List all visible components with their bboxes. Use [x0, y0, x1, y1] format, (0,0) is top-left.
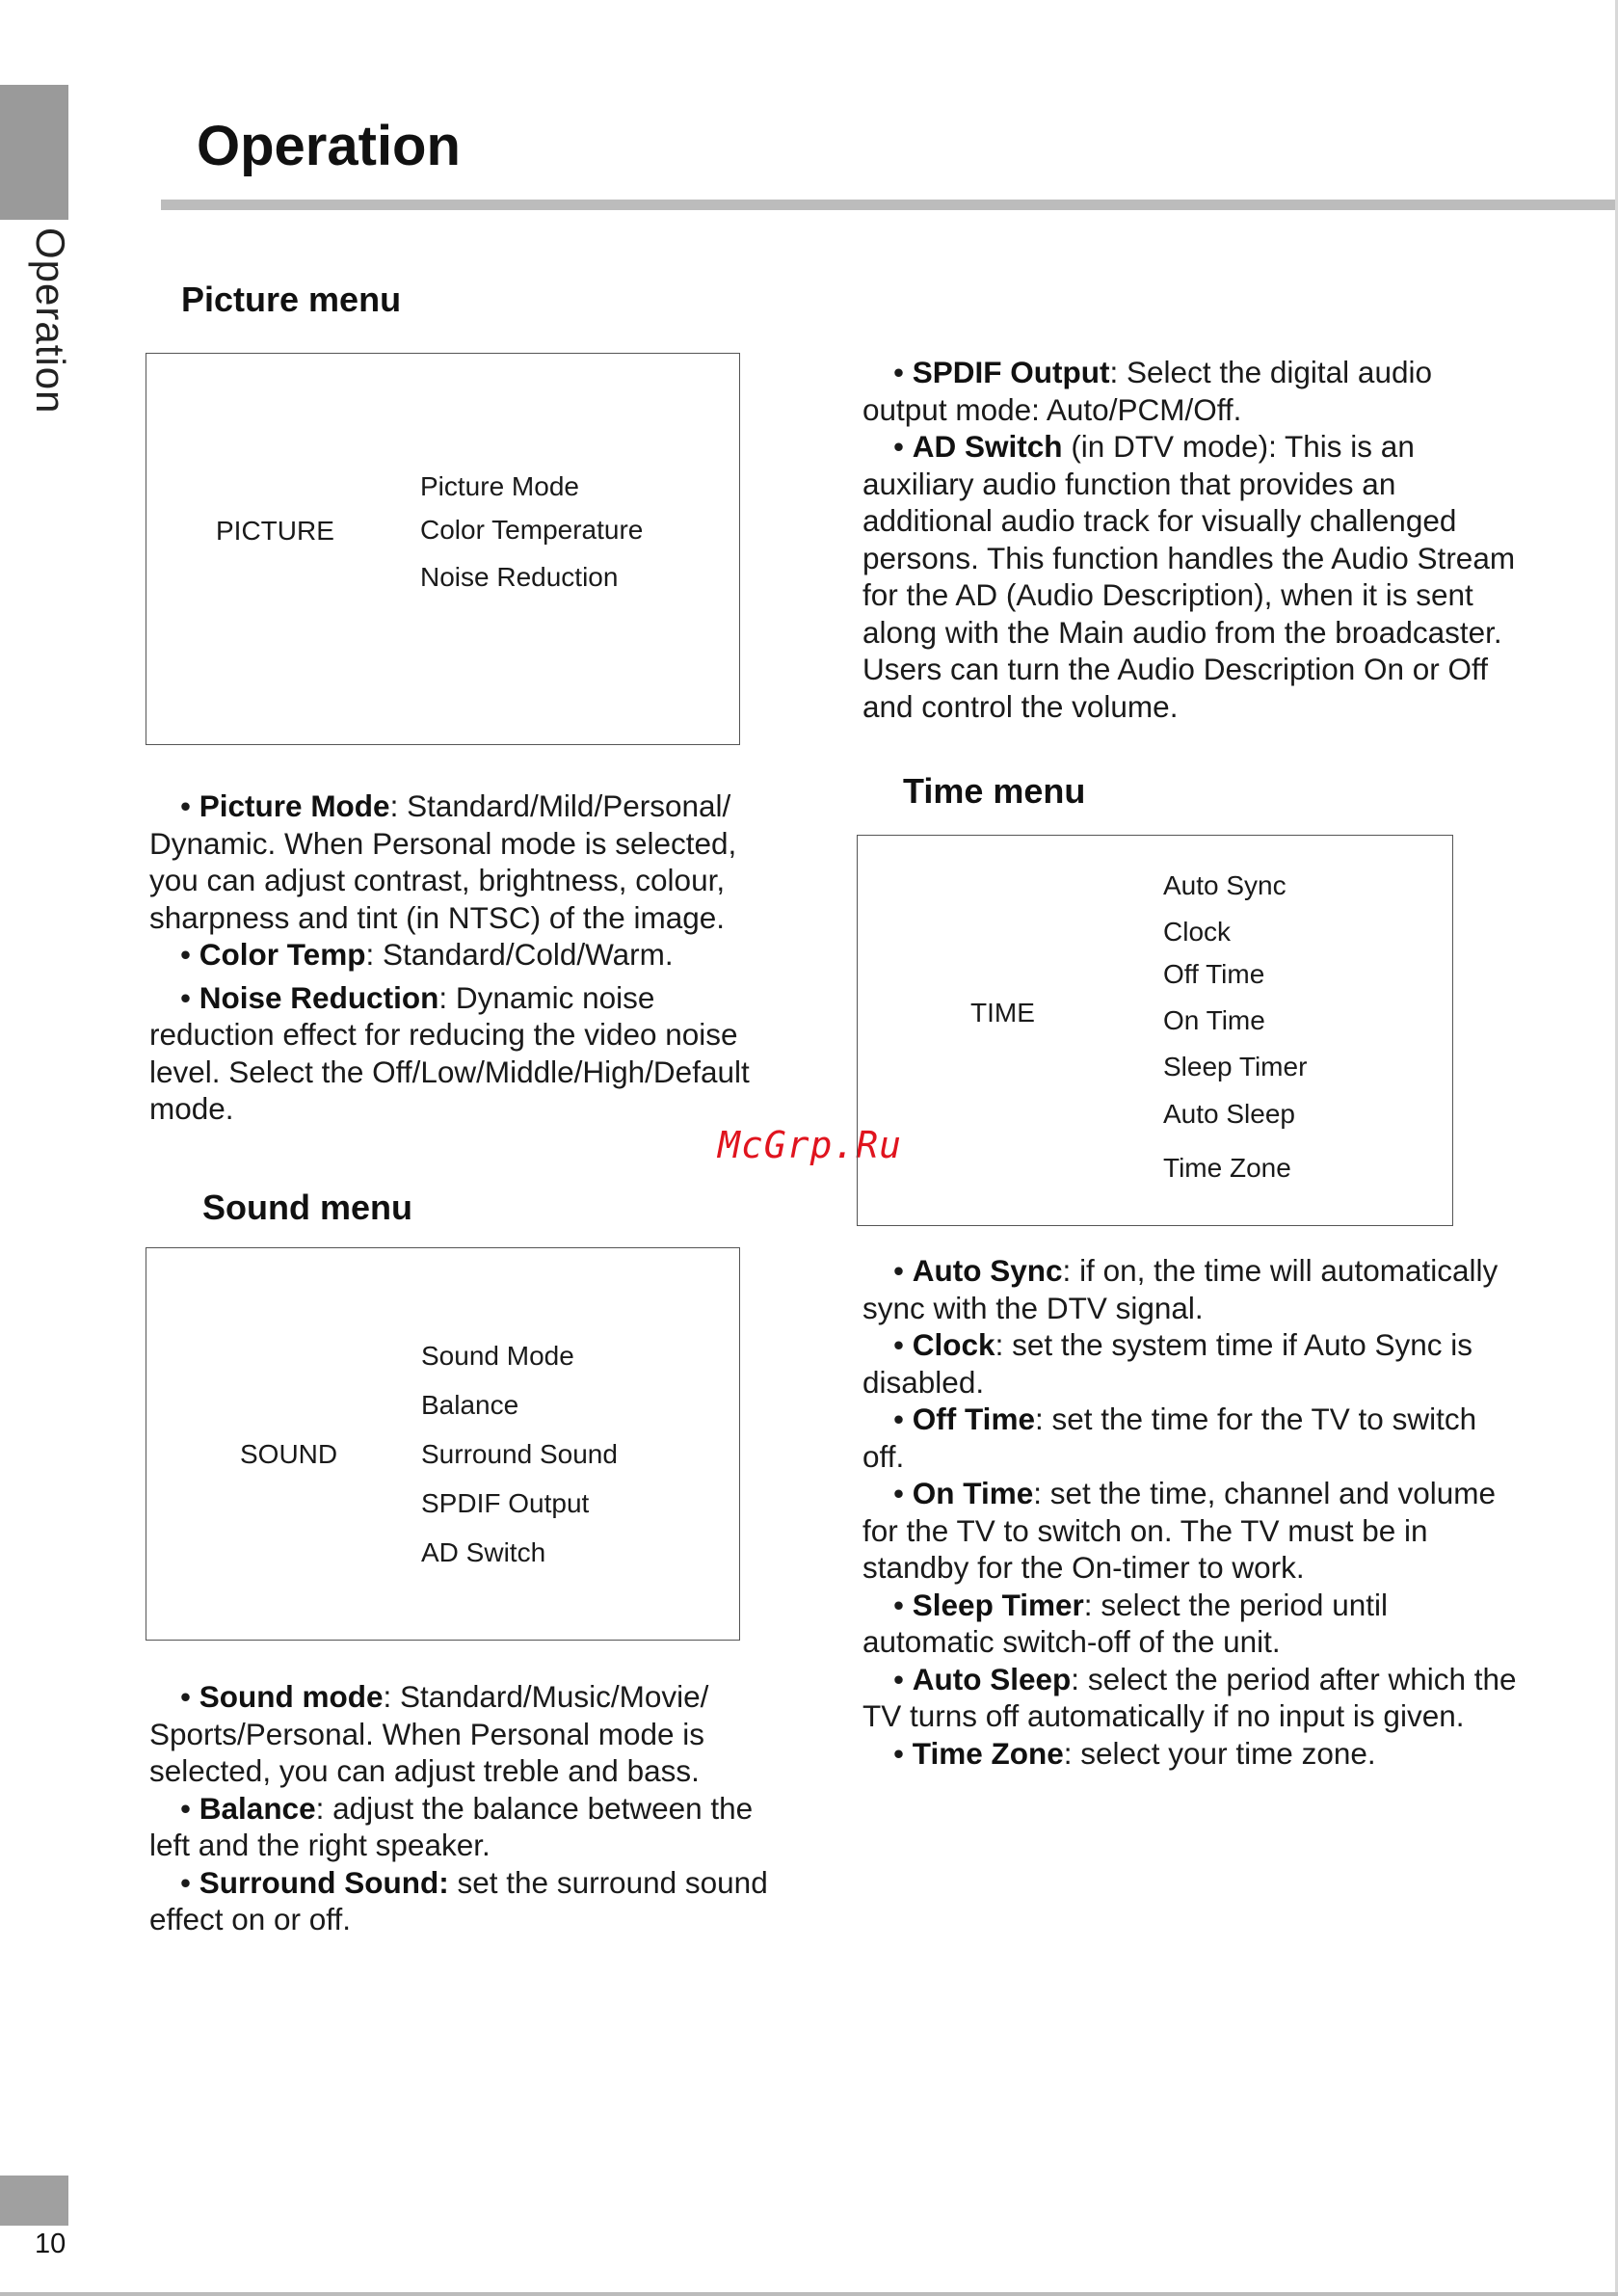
description-text: Standard/Mild/Personal/ Dynamic. When Personal mode is selected, you can adjust contrast, brightness, colour, sharpness and tint (in NTSC) of the image. [149, 788, 737, 935]
page-number: 10 [35, 2229, 66, 2259]
picture-menu-item: Color Temperature [420, 515, 644, 545]
time-menu-item: Off Time [1163, 959, 1265, 989]
description-item: • Auto Sleep: select the period after which the TV turns off automatically if no input is given. [862, 1661, 1517, 1733]
watermark: McGrp.Ru [718, 1124, 903, 1166]
description-text: Standard/Cold/Warm. [382, 937, 674, 972]
description-item: • Sleep Timer: select the period until automatic switch-off of the unit. [862, 1587, 1388, 1659]
time-menu-description [862, 1252, 1518, 1772]
description-text: (in DTV mode): This is an auxiliary audio function that provides an additional audio track for visually challenged persons. This function handles the Audio Stream for the AD (Audio Description), when it is sent along with the Main audio from the broadcaster. Users can turn the Audio Description On or Off and control the volume. [862, 429, 1516, 724]
time-menu-item: Auto Sync [1163, 870, 1286, 900]
sound-menu-item: AD Switch [421, 1537, 546, 1567]
description-text: set the time, channel and volume for the TV to switch on. The TV must be in standby for the On-timer to work. [862, 1476, 1497, 1585]
description-item: • On Time: set the time, channel and volume for the TV to switch on. The TV must be in standby for the On-timer to work. [862, 1476, 1497, 1585]
description-term: Sleep Timer [912, 1587, 1084, 1622]
description-text: set the system time if Auto Sync is disabled. [862, 1327, 1473, 1400]
description-term: Off Time [912, 1402, 1035, 1436]
description-text: set the surround sound effect on or off. [149, 1864, 768, 1936]
description-item: • Color Temp: Standard/Cold/Warm. [180, 937, 674, 972]
picture-menu-item: Noise Reduction [420, 562, 619, 592]
sound-menu-description-continued [862, 354, 1518, 725]
time-menu-item: Sleep Timer [1163, 1052, 1308, 1081]
time-menu-root: TIME [970, 998, 1035, 1028]
picture-menu-item: Picture Mode [420, 471, 579, 501]
description-term: Auto Sync [912, 1253, 1063, 1288]
description-term: Clock [912, 1327, 995, 1362]
description-term: Time Zone [912, 1735, 1064, 1771]
description-item: • SPDIF Output: Select the digital audio output mode: Auto/PCM/Off. [862, 355, 1432, 427]
sound-menu-heading: Sound menu [202, 1188, 412, 1227]
side-tab [0, 85, 68, 220]
time-menu-item: Time Zone [1163, 1153, 1291, 1183]
description-item: • Clock: set the system time if Auto Sync is disabled. [862, 1327, 1473, 1400]
time-menu-item: Auto Sleep [1163, 1099, 1295, 1129]
description-term: AD Switch [912, 429, 1063, 464]
picture-menu-heading: Picture menu [181, 280, 402, 319]
description-text: select the period after which the TV turns off automatically if no input is given. [862, 1661, 1517, 1733]
time-menu-heading: Time menu [903, 771, 1086, 811]
description-item: • AD Switch (in DTV mode): This is an auxiliary audio function that provides an additional audio track for visually challenged persons. This function handles the Audio Stream for the AD (Audio Description), when it is sent along with the Main audio from the broadcaster. Users can turn the Audio Description On or Off and control the volume. [862, 429, 1516, 724]
time-menu-item: Clock [1163, 917, 1232, 947]
description-text: Dynamic noise reduction effect for reducing the video noise level. Select the Off/Low/Middle/High/Default mode. [149, 979, 750, 1126]
description-item: • Balance: adjust the balance between the left and the right speaker. [149, 1790, 754, 1862]
description-text: if on, the time will automatically sync with the DTV signal. [862, 1253, 1499, 1325]
sound-menu-item: SPDIF Output [421, 1488, 590, 1518]
sound-menu-item: Sound Mode [421, 1341, 574, 1371]
description-item: • Picture Mode: Standard/Mild/Personal/ Dynamic. When Personal mode is selected, you can adjust contrast, brightness, colour, sharpness and tint (in NTSC) of the image. [149, 788, 737, 935]
description-term: Color Temp [199, 937, 366, 972]
description-item: • Auto Sync: if on, the time will automatically sync with the DTV signal. [862, 1253, 1499, 1325]
description-term: Picture Mode [199, 788, 390, 823]
description-text: adjust the balance between the left and the right speaker. [149, 1790, 754, 1862]
description-term: Sound mode [199, 1679, 384, 1714]
side-tab-label: Operation [28, 227, 73, 414]
time-menu-item: On Time [1163, 1005, 1265, 1035]
description-term: Noise Reduction [199, 979, 439, 1015]
description-term: SPDIF Output [912, 355, 1110, 389]
picture-menu-root: PICTURE [216, 516, 334, 546]
title-rule [161, 200, 1618, 210]
time-menu-box [857, 835, 1453, 1226]
description-term: Balance [199, 1790, 316, 1826]
description-item: • Off Time: set the time for the TV to switch off. [862, 1402, 1477, 1474]
sound-menu-box [146, 1247, 740, 1641]
page-bottom-line [0, 2292, 1618, 2296]
description-term: Auto Sleep [912, 1661, 1072, 1696]
description-text: select the period until automatic switch-off of the unit. [862, 1587, 1388, 1659]
page-title: Operation [197, 115, 461, 177]
description-term: On Time [912, 1476, 1034, 1510]
description-text: Standard/Music/Movie/ Sports/Personal. When Personal mode is selected, you can adjust treble and bass. [149, 1679, 709, 1788]
description-text: Select the digital audio output mode: Auto/PCM/Off. [862, 355, 1432, 427]
sound-menu-root: SOUND [240, 1439, 338, 1469]
description-item: • Noise Reduction: Dynamic noise reduction effect for reducing the video noise level. Select the Off/Low/Middle/High/Default mode. [149, 979, 750, 1126]
description-text: set the time for the TV to switch off. [862, 1402, 1477, 1474]
description-item: • Time Zone: select your time zone. [893, 1735, 1376, 1771]
page-number-tab [0, 2176, 68, 2226]
description-item: • Sound mode: Standard/Music/Movie/ Sports/Personal. When Personal mode is selected, you can adjust treble and bass. [149, 1679, 709, 1788]
sound-menu-item: Surround Sound [421, 1439, 618, 1469]
picture-menu-description [149, 788, 785, 1128]
description-term: Surround Sound: [199, 1864, 449, 1900]
sound-menu-item: Balance [421, 1390, 519, 1420]
picture-menu-box [146, 353, 740, 745]
description-item: • Surround Sound: set the surround sound effect on or off. [149, 1864, 768, 1936]
sound-menu-description [149, 1678, 785, 1938]
description-text: select your time zone. [1080, 1735, 1376, 1771]
